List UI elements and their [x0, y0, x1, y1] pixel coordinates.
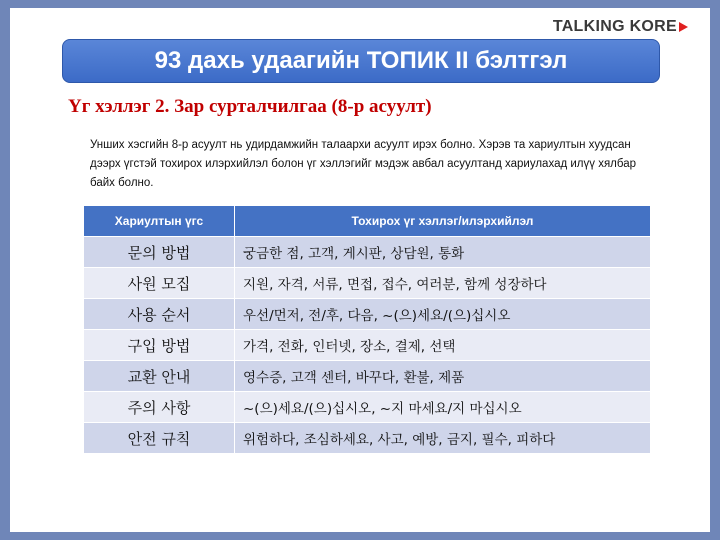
header-related-expressions: Тохирох үг хэллэг/илэрхийлэл: [235, 206, 651, 237]
related-expressions: ~(으)세요/(으)십시오, ~지 마세요/지 마십시오: [235, 392, 651, 423]
table-header-row: [84, 206, 650, 237]
table-row: [84, 392, 650, 423]
logo-text: TALKING KORE: [552, 18, 677, 35]
flag-icon: [679, 22, 688, 32]
slide-frame-top: [0, 0, 720, 8]
answer-word: 사용 순서: [84, 299, 235, 330]
answer-word: 사원 모집: [84, 268, 235, 299]
section-subtitle: Үг хэллэг 2. Зар сурталчилгаа (8-р асуулт): [68, 96, 432, 117]
related-expressions: 궁금한 점, 고객, 게시판, 상담원, 통화: [235, 237, 651, 268]
slide-frame-right: [710, 0, 720, 540]
answer-word: 교환 안내: [84, 361, 235, 392]
description-text: Унших хэсгийн 8-р асуулт нь удирдамжийн талаархи асуулт ирэх болно. Хэрэв та хариултын хуудсан дээрх үгстэй тохирох илэрхийлэл болон үг хэллэгийг мэдэж авбал асуултанд хариулахад илүү хялбар байх болно.: [90, 139, 637, 189]
table-row: [84, 237, 650, 268]
related-expressions: 영수증, 고객 센터, 바꾸다, 환불, 제품: [235, 361, 651, 392]
answer-word: 문의 방법: [84, 237, 235, 268]
table-row: [84, 423, 650, 454]
table-row: [84, 361, 650, 392]
header-answer-words: Хариултын үгс: [84, 206, 235, 237]
related-expressions: 지원, 자격, 서류, 면접, 접수, 여러분, 함께 성장하다: [235, 268, 651, 299]
talking-korea-logo: [553, 18, 688, 36]
table-row: [84, 330, 650, 361]
title-banner: [62, 39, 660, 83]
slide-frame-left: [0, 0, 10, 540]
related-expressions: 가격, 전화, 인터넷, 장소, 결제, 선택: [235, 330, 651, 361]
table-row: [84, 268, 650, 299]
answer-word: 구입 방법: [84, 330, 235, 361]
answer-word: 안전 규칙: [84, 423, 235, 454]
vocabulary-table: [84, 206, 650, 453]
page-title: 93 дахь удаагийн ТОПИК II бэлтгэл: [154, 47, 568, 74]
related-expressions: 우선/먼저, 전/후, 다음, ~(으)세요/(으)십시오: [235, 299, 651, 330]
answer-word: 주의 사항: [84, 392, 235, 423]
slide-frame-bottom: [0, 532, 720, 540]
related-expressions: 위험하다, 조심하세요, 사고, 예방, 금지, 필수, 피하다: [235, 423, 651, 454]
table-row: [84, 299, 650, 330]
